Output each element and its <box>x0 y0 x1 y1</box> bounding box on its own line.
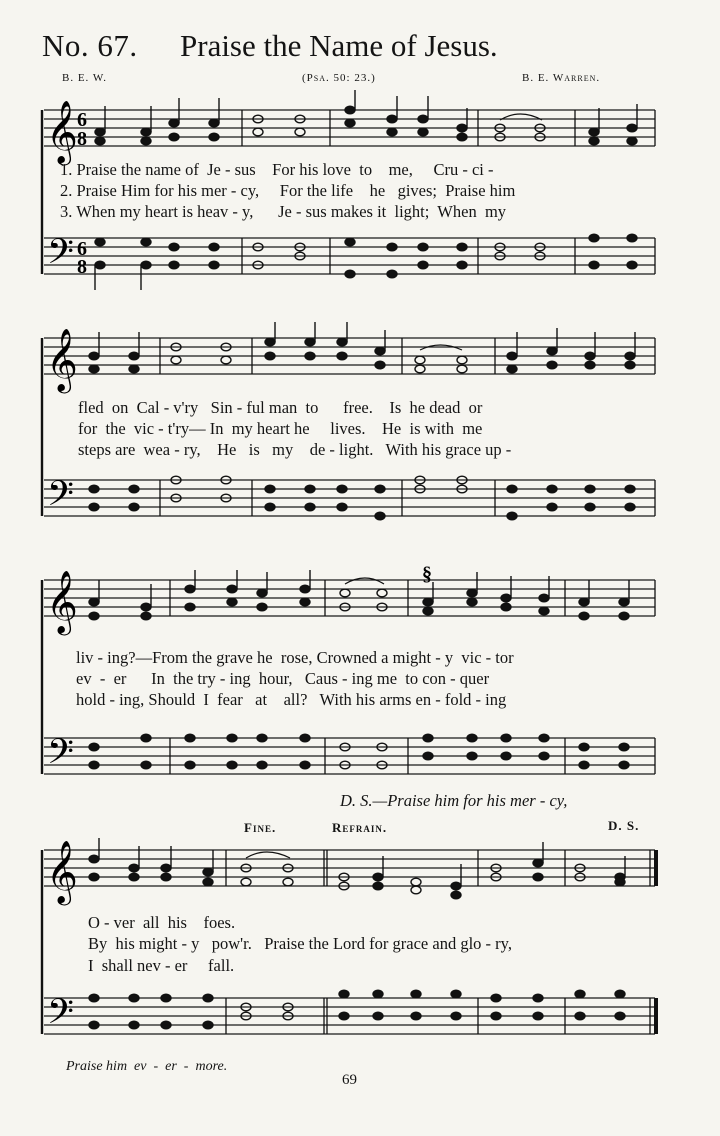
lyric-line-s1-v3: 3. When my heart is heav - y, Je - sus makes it light; When my <box>60 202 507 221</box>
bass-staff <box>44 738 655 774</box>
refrain-marking: Refrain. <box>332 820 388 835</box>
bass-clef-icon: 𝄢 <box>47 473 75 522</box>
treble-staff <box>44 110 655 146</box>
lyric-line-s3-v3: hold - ing, Should I fear at all? With his arms en - fold - ing <box>76 690 507 709</box>
scripture-reference: (Psa. 50: 23.) <box>302 72 376 84</box>
lyric-line-s2-v2: for the vic - t'ry— In my heart he lives. He is with me <box>78 419 483 438</box>
treble-clef-icon: 𝄞 <box>46 570 78 633</box>
time-signature-top-bass: 6 <box>77 238 87 260</box>
segno-icon: § <box>422 563 432 585</box>
hymn-title: Praise the Name of Jesus. <box>180 28 498 63</box>
bass-clef-icon: 𝄢 <box>47 231 75 280</box>
ds-lyric-line: D. S.—Praise him for his mer - cy, <box>340 791 568 810</box>
slur <box>246 852 290 858</box>
bass-notes <box>95 234 637 290</box>
lyric-line-s1-v2: 2. Praise Him for his mer - cy, For the life he gives; Praise him <box>60 181 516 200</box>
lyric-line-s4-v2: By his might - y pow'r. Praise the Lord for grace and glo - ry, <box>88 934 512 953</box>
bass-notes <box>89 990 625 1029</box>
lyricist-initials: B. E. W. <box>62 72 107 84</box>
lyric-line-s3-v1: liv - ing?—From the grave he rose, Crowned a might - y vic - tor <box>76 648 514 667</box>
lyric-line-s1-v1: 1. Praise the name of Je - sus For his love to me, Cru - ci - <box>60 160 494 179</box>
lyric-line-s2-v3: steps are wea - ry, He is my de - light. With his grace up - <box>78 440 512 459</box>
lyric-line-s2-v1: fled on Cal - v'ry Sin - ful man to free. Is he dead or <box>78 398 483 417</box>
treble-clef-icon: 𝄞 <box>46 840 78 903</box>
treble-staff <box>44 580 655 616</box>
hymn-number: No. 67. <box>42 28 138 63</box>
treble-clef-icon: 𝄞 <box>46 328 78 391</box>
slur <box>345 578 384 584</box>
bass-clef-icon: 𝄢 <box>47 991 75 1040</box>
time-signature-top: 6 <box>77 109 87 131</box>
lyric-line-s4-v3: I shall nev - er fall. <box>88 956 235 975</box>
ds-marking: D. S. <box>608 818 640 833</box>
composer-name: B. E. Warren. <box>522 72 601 84</box>
time-signature-bottom-bass: 8 <box>77 256 87 278</box>
lyric-line-s3-v2: ev - er In the try - ing hour, Caus - ing me to con - quer <box>76 669 490 688</box>
page-number: 69 <box>342 1072 357 1088</box>
time-signature-bottom: 8 <box>77 128 87 150</box>
fine-marking: Fine. <box>244 820 277 835</box>
treble-clef-icon: 𝄞 <box>46 100 78 163</box>
ds-lyric-line-end: Praise him ev - er - more. <box>66 1059 228 1074</box>
bass-clef-icon: 𝄢 <box>47 731 75 780</box>
lyric-line-s4-v1: O - ver all his foes. <box>88 913 236 932</box>
